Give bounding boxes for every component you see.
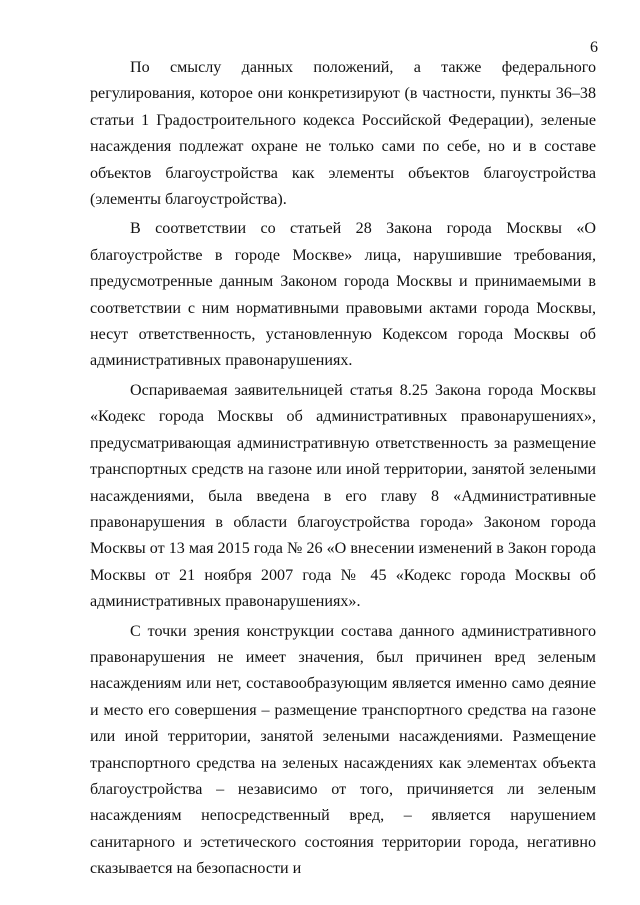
- paragraph-4: С точки зрения конструкции состава данного административного правонарушения не имеет значения, был причинен вред зеленым насаждениям или нет, составообразующим является именно само деяние и место его совершения – размещение транспортного средства на газоне или иной территории, занятой зелеными насаждениями. Размещение транспортного средства на зеленых насаждениях как элементах объекта благоустройства – независимо от того, причиняется ли зеленым насаждениям непосредственный вред, – является нарушением санитарного и эстетического состояния территории города, негативно сказывается на безопасности и: [90, 622, 596, 878]
- paragraph-1: По смыслу данных положений, а также федерального регулирования, которое они конкретизируют (в частности, пункты 36–38 статьи 1 Градостроительного кодекса Российской Федерации), зеленые насаждения подлежат охране не только сами по себе, но и в составе объектов благоустройства как элементы объектов благоустройства (элементы благоустройства).: [90, 59, 596, 209]
- paragraph-3: Оспариваемая заявительницей статья 8.25 Закона города Москвы «Кодекс города Москвы об административных правонарушениях», предусматривающая административную ответственность за размещение транспортных средств на газоне или иной территории, занятой зелеными насаждениями, была введена в его главу 8 «Административные правонарушения в области благоустройства города» Законом города Москвы от 13 мая 2015 года № 26 «О внесении изменений в Закон города Москвы от 21 ноября 2007 года № 45 «Кодекс города Москвы об административных правонарушениях».: [90, 381, 596, 611]
- page-number: 6: [590, 39, 598, 56]
- document-body: [90, 55, 596, 883]
- paragraph-2: В соответствии со статьей 28 Закона города Москвы «О благоустройстве в городе Москве» лица, нарушившие требования, предусмотренные данным Законом города Москвы и принимаемыми в соответствии с ним нормативными правовыми актами города Москвы, несут ответственность, установленную Кодексом города Москвы об административных правонарушениях.: [90, 220, 596, 370]
